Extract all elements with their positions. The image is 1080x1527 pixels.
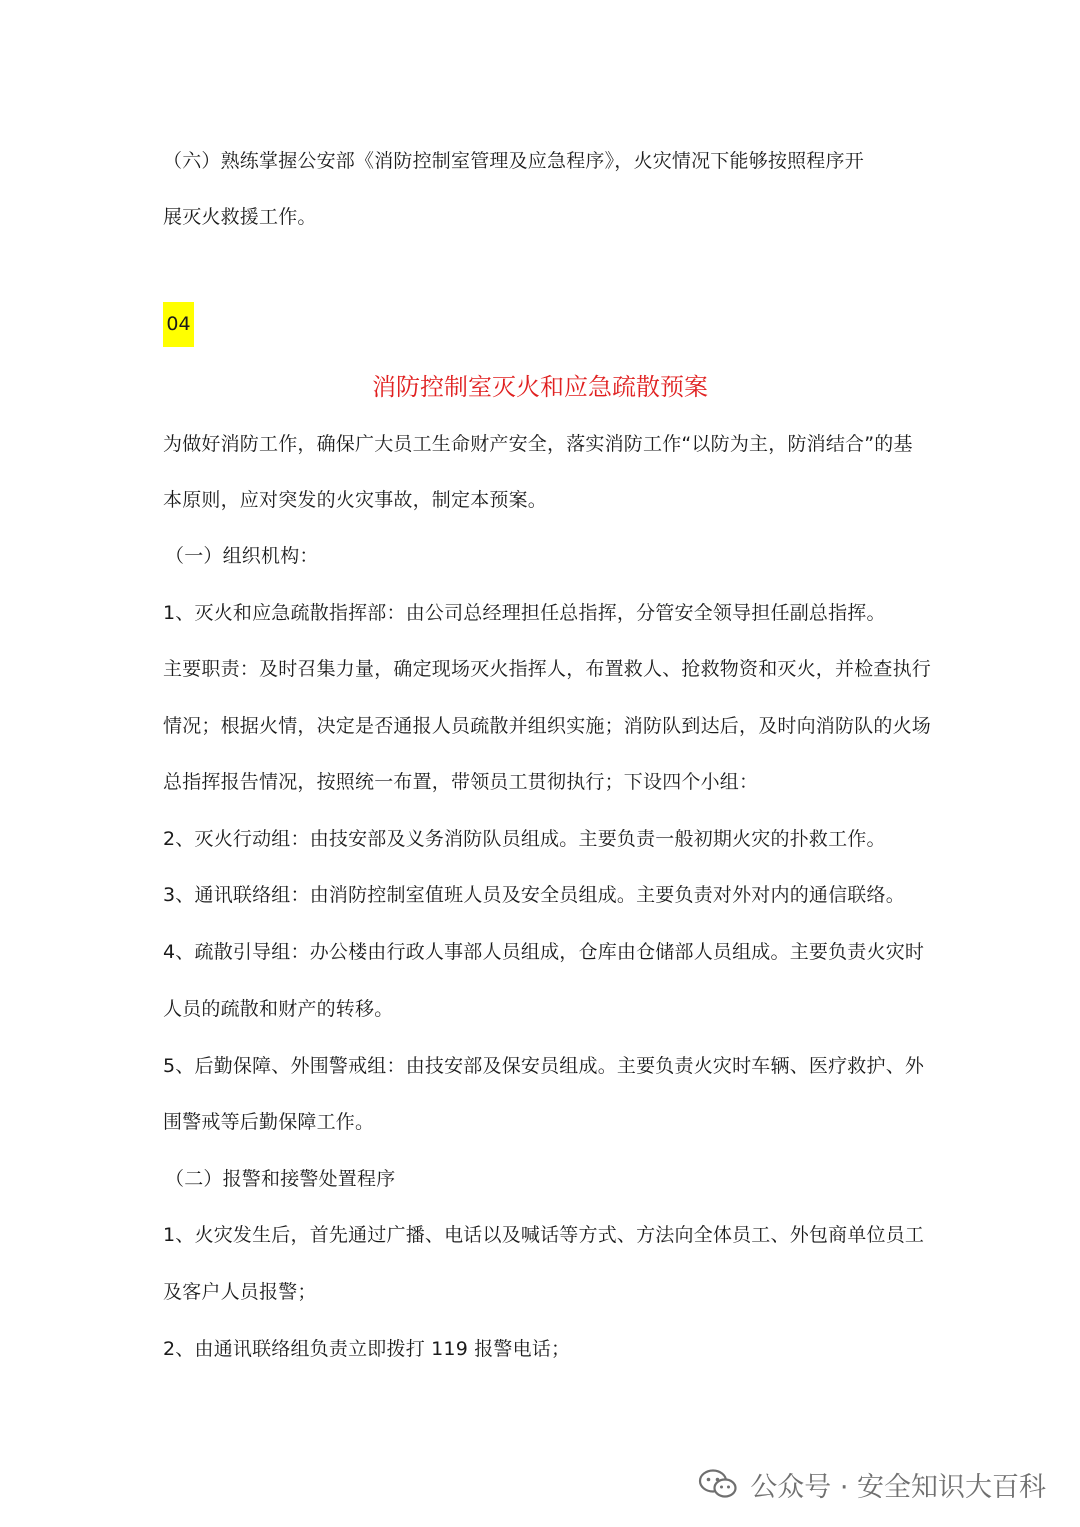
body-line: 围警戒等后勤保障工作。 — [163, 1111, 375, 1133]
body-line: 2、由通讯联络组负责立即拨打 119 报警电话； — [163, 1338, 571, 1360]
body-line: 4、疏散引导组：办公楼由行政人事部人员组成，仓库由仓储部人员组成。主要负责火灾时 — [163, 941, 925, 963]
body-line: 及客户人员报警； — [163, 1281, 317, 1303]
watermark — [698, 1466, 1046, 1502]
subheading-alarm: （二）报警和接警处置程序 — [165, 1168, 396, 1190]
intro-line-2: 展灭火救援工作。 — [163, 206, 317, 228]
body-line: 总指挥报告情况，按照统一布置，带领员工贯彻执行；下设四个小组： — [163, 771, 759, 793]
wechat-icon — [698, 1469, 738, 1499]
body-line: 1、火灾发生后，首先通过广播、电话以及喊话等方式、方法向全体员工、外包商单位员工 — [163, 1224, 925, 1246]
subheading-organization: （一）组织机构： — [165, 545, 319, 567]
body-line: 情况；根据火情，决定是否通报人员疏散并组织实施；消防队到达后，及时向消防队的火场 — [163, 715, 932, 737]
section-title: 消防控制室灭火和应急疏散预案 — [372, 373, 708, 401]
watermark-text: 公众号 · 安全知识大百科 — [750, 1471, 1046, 1503]
body-line: 3、通讯联络组：由消防控制室值班人员及安全员组成。主要负责对外对内的通信联络。 — [163, 884, 905, 906]
body-line: 主要职责：及时召集力量，确定现场灭火指挥人，布置救人、抢救物资和灭火，并检查执行 — [163, 658, 932, 680]
body-line: 为做好消防工作，确保广大员工生命财产安全，落实消防工作“以防为主，防消结合”的基 — [163, 433, 913, 455]
body-line: 2、灭火行动组：由技安部及义务消防队员组成。主要负责一般初期火灾的扑救工作。 — [163, 828, 886, 850]
body-line: 5、后勤保障、外围警戒组：由技安部及保安员组成。主要负责火灾时车辆、医疗救护、外 — [163, 1055, 925, 1077]
body-line: 1、灭火和应急疏散指挥部：由公司总经理担任总指挥，分管安全领导担任副总指挥。 — [163, 602, 886, 624]
intro-line-1: （六）熟练掌握公安部《消防控制室管理及应急程序》，火灾情况下能够按照程序开 — [163, 150, 864, 172]
body-line: 人员的疏散和财产的转移。 — [163, 998, 394, 1020]
section-number-badge: 04 — [163, 302, 194, 347]
body-line: 本原则，应对突发的火灾事故，制定本预案。 — [163, 489, 548, 511]
